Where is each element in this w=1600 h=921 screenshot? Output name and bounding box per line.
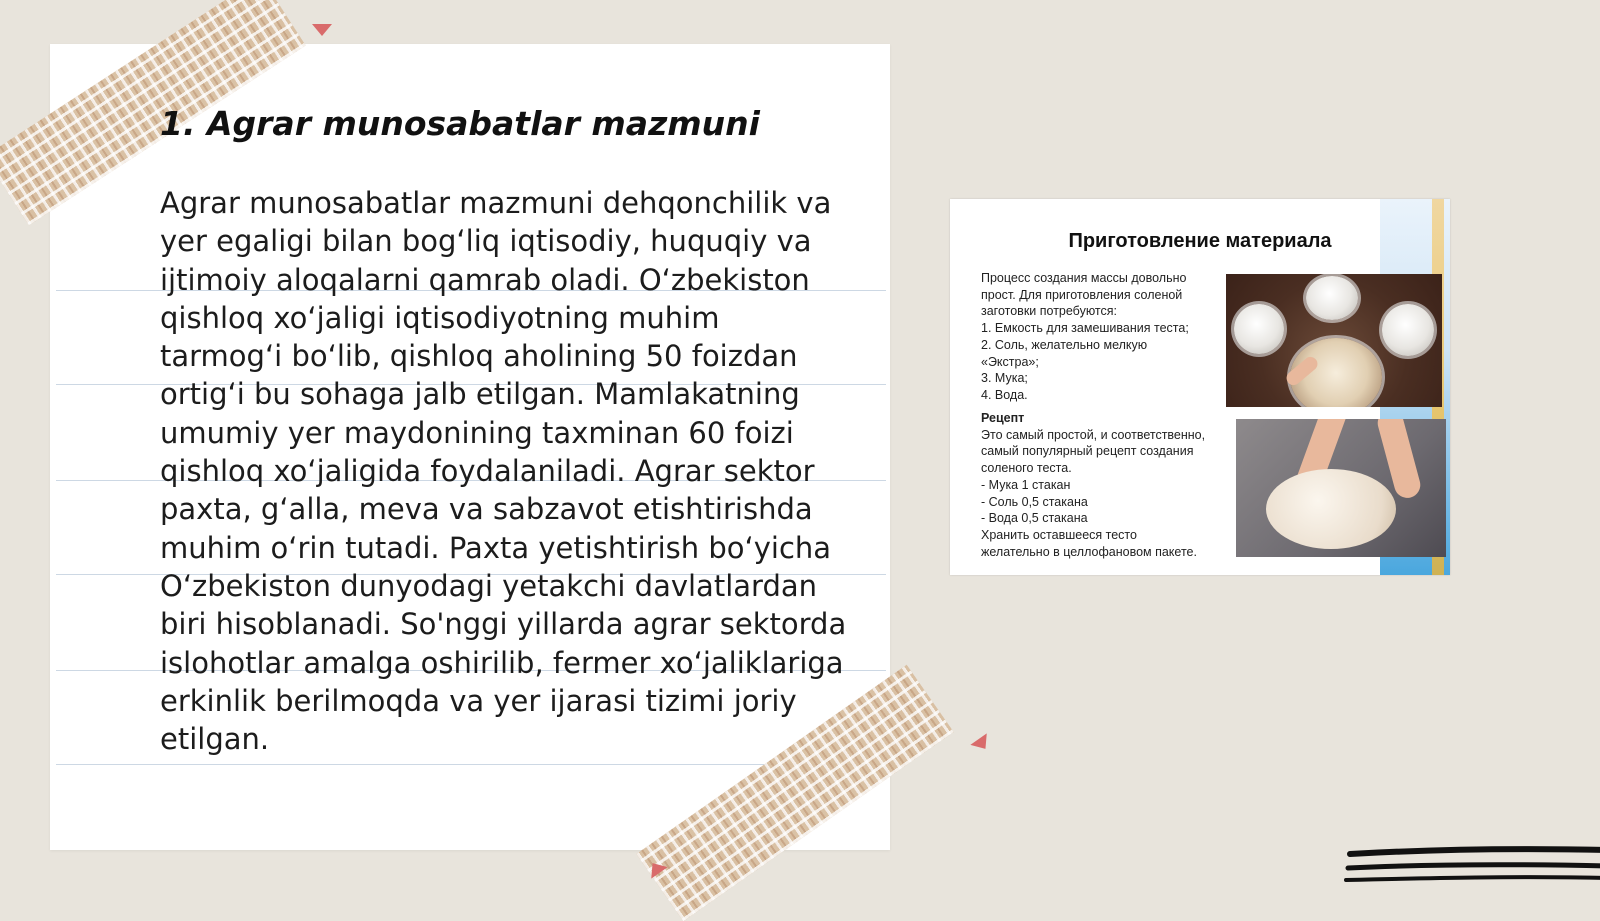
- card-recipe-heading: Рецепт: [981, 411, 1025, 425]
- card-intro-line: 3. Мука;: [981, 371, 1028, 386]
- card-intro-line: 1. Емкость для замешивания теста;: [981, 321, 1189, 336]
- tape-corner: [970, 733, 993, 754]
- card-intro-text: [981, 270, 1231, 404]
- card-recipe-text: [981, 410, 1231, 560]
- card-recipe-line: Это самый простой, и соответственно,: [981, 427, 1206, 442]
- card-recipe-line: желательно в целлофановом пакете.: [981, 544, 1197, 559]
- brush-stroke-decoration: [1340, 840, 1600, 900]
- card-recipe-line: соленого теста.: [981, 461, 1072, 476]
- flour-bowl: [1234, 304, 1284, 354]
- recipe-card-image: [950, 199, 1450, 575]
- slide-body-text: Agrar munosabatlar mazmuni dehqonchilik va yer egaligi bilan bog‘liq iqtisodiy, huquqiy va ijtimoiy aloqalarni qamrab oladi. O‘zbekiston qishloq xo‘jaligi iqtisodiyotning muhim tarmog‘i bo‘lib, qishloq aholining 50 foizdan ortig‘i bu sohaga jalb etilgan. Mamlakatning umumiy yer maydonining taxminan 60 foizi qishloq xo‘jaligida foydalaniladi. Agrar sektor paxta, g‘alla, meva va sabzavot etishtirishda muhim o‘rin tutadi. Paxta yetishtirish bo‘yicha O‘zbekiston dunyodagi yetakchi davlatlardan biri hisoblanadi. So'nggi yillarda agrar sektorda islohotlar amalga oshirilib, fermer xo‘jaliklariga erkinlik berilmoqda va yer ijarasi tizimi joriy etilgan.: [160, 186, 847, 757]
- card-intro-line: 2. Соль, желательно мелкую: [981, 337, 1148, 352]
- card-recipe-line: - Мука 1 стакан: [981, 477, 1071, 492]
- card-recipe-line: Хранить оставшееся тесто: [981, 527, 1137, 542]
- card-intro-line: заготовки потребуются:: [981, 304, 1117, 319]
- card-recipe-line: - Вода 0,5 стакана: [981, 511, 1088, 526]
- card-intro-line: 4. Вода.: [981, 387, 1028, 402]
- water-bowl: [1306, 276, 1358, 320]
- kneading-dough-photo: [1236, 419, 1446, 557]
- card-intro-line: Процесс создания массы довольно: [981, 271, 1187, 285]
- card-recipe-line: самый популярный рецепт создания: [981, 444, 1194, 459]
- bowls-of-flour-and-dough-photo: [1226, 274, 1442, 407]
- dough-ball: [1266, 469, 1396, 549]
- card-recipe-line: - Соль 0,5 стакана: [981, 494, 1088, 509]
- card-intro-line: прост. Для приготовления соленой: [981, 287, 1183, 302]
- card-title: Приготовление материала: [1068, 230, 1332, 252]
- slide-title: 1. Agrar munosabatlar mazmuni: [160, 104, 760, 143]
- tape-corner: [312, 24, 332, 36]
- card-intro-line: «Экстра»;: [981, 354, 1039, 369]
- salt-bowl: [1382, 304, 1434, 356]
